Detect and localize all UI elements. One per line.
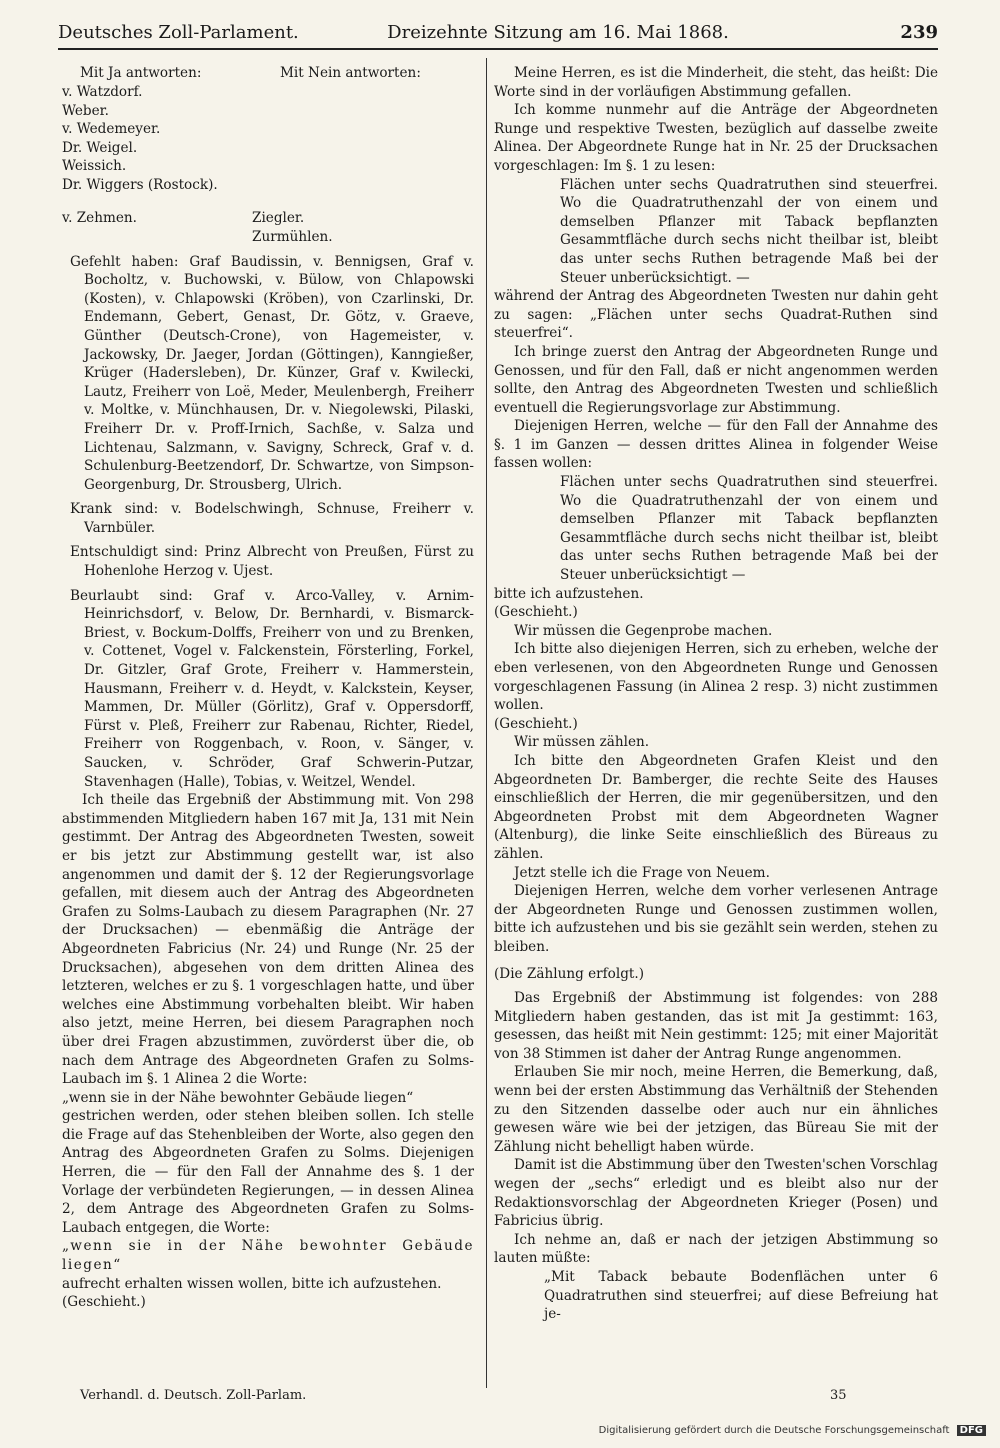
dfg-text: Digitalisierung gefördert durch die Deutsche Forschungsgemeinschaft: [598, 1425, 950, 1436]
header-session: Dreizehnte Sitzung am 16. Mai 1868.: [387, 22, 729, 43]
nein-header: Mit Nein antworten:: [280, 65, 421, 81]
sheet-number: 35: [830, 1388, 847, 1403]
paragraph: Ich bitte also diejenigen Herren, sich zu erheben, welche der eben verlesenen, von den Abgeordneten Runge und Genossen vorgeschlagenen Fassung (in Alinea 2 resp. 3) nicht zustimmen wollen.: [494, 641, 938, 714]
stage-direction: (Geschieht.): [494, 715, 578, 732]
dfg-credit: [599, 1425, 986, 1436]
page-header: [58, 14, 938, 50]
footer-source: Verhandl. d. Deutsch. Zoll-Parlam.: [80, 1388, 307, 1403]
paragraph: Ich nehme an, daß er nach der jetzigen Abstimmung so lauten müßte:: [494, 1231, 938, 1267]
paragraph: Meine Herren, es ist die Minderheit, die steht, das heißt: Die Worte sind in der vorläufigen Abstimmung gefallen.: [494, 65, 938, 100]
gefehlt-list: Gefehlt haben: Graf Baudissin, v. Bennigsen, Graf v. Bocholtz, v. Buchowski, v. Bülow, von Chlapowski (Kosten), v. Chlapowski (Kröben), von Czarlinski, Dr. Endemann, Gebert, Genast, Dr. Götz, v. Graeve, Günther (Deutsch-Crone), von Hagemeister, v. Jackowsky, Dr. Jaeger, Jordan (Göttingen), Kanngießer, Krüger (Hadersleben), Dr. Künzer, Graf v. Kwilecki, Lautz, Freiherr von Loë, Meder, Meulenbergh, Freiherr v. Moltke, v. Münchhausen, Dr. v. Niegolewski, Pilaski, Freiherr Dr. v. Proff-Irnich, Sachße, v. Salza und Lichtenau, Salzmann, v. Savigny, Schreck, Graf v. d. Schulenburg-Beetzendorf, Dr. Schwartze, von Simpson-Georgenburg, Dr. Strousberg, Ulrich.: [70, 253, 474, 493]
list-item: Ziegler.: [252, 209, 305, 226]
paragraph: Wir müssen die Gegenprobe machen.: [514, 622, 773, 639]
list-item: Dr. Weigel.: [62, 139, 138, 156]
header-title: Deutsches Zoll-Parlament.: [58, 22, 299, 43]
paragraph: aufrecht erhalten wissen wollen, bitte ich aufzustehen.: [62, 1275, 442, 1292]
krank-list: Krank sind: v. Bodelschwingh, Schnuse, Freiherr v. Varnbüler.: [70, 501, 474, 536]
list-item: v. Zehmen.: [62, 209, 137, 226]
paragraph: während der Antrag des Abgeordneten Twesten nur dahin geht zu sagen: „Flächen unter sechs Quadrat-Ruthen sind steuerfrei“.: [494, 288, 938, 342]
paragraph: Erlauben Sie mir noch, meine Herren, die Bemerkung, daß, wenn bei der ersten Abstimmung das Verhältniß der Stehenden zu den Sitzenden dasselbe oder auch nur ein ähnliches gewesen wäre wie bei der jetzigen, das Büreau Sie mit der Zählung nicht behelligt haben würde.: [494, 1064, 938, 1155]
quote: „wenn sie in der Nähe bewohnter Gebäude liegen“: [62, 1089, 414, 1106]
paragraph: Ich bitte den Abgeordneten Grafen Kleist und den Abgeordneten Dr. Bamberger, die rechte Seite des Hauses einschließlich der Herren, die mir gegenübersitzen, und den Abgeordneten Probst mit dem Abgeordneten Wagner (Altenburg), die linke Seite einschließlich des Büreaus zu zählen.: [494, 752, 938, 862]
list-item: v. Watzdorf.: [62, 84, 143, 100]
quote: Flächen unter sechs Quadratruthen sind steuerfrei. Wo die Quadratruthenzahl der von einem und demselben Pflanzer mit Taback bepflanzten Gesammtfläche durch sechs nicht theilbar ist, bleibt das unter sechs Ruthen betragende Maß bei der Steuer unberücksichtigt. —: [560, 176, 938, 286]
ja-list: [62, 83, 474, 195]
quote: „wenn sie in der Nähe bewohnter Gebäude liegen“: [62, 1238, 474, 1274]
quote: „Mit Taback bebaute Bodenflächen unter 6 Quadratruthen sind steuerfrei; auf diese Befreiung hat je-: [544, 1269, 938, 1323]
page-number: 239: [900, 22, 938, 43]
paragraph: Ich bringe zuerst den Antrag der Abgeordneten Runge und Genossen, und für den Fall, daß er nicht angenommen werden sollte, den Antrag des Abgeordneten Twesten und schließlich eventuell die Regierungsvorlage zur Abstimmung.: [494, 343, 938, 416]
list-item: v. Wedemeyer.: [62, 121, 161, 138]
beurlaubt-list: Beurlaubt sind: Graf v. Arco-Valley, v. Arnim-Heinrichsdorf, v. Below, Dr. Bernhardi, v. Bismarck-Briest, v. Bockum-Dolffs, Freiherr von und zu Brenken, v. Cottenet, Vogel v. Falckenstein, Försterling, Forkel, Dr. Gitzler, Graf Grote, Freiherr v. Hammerstein, Hausmann, Freiherr v. d. Heydt, v. Kalckstein, Keyser, Mammen, Dr. Müller (Görlitz), Graf v. Oppersdorff, Fürst v. Pleß, Freiherr zur Rabenau, Richter, Riedel, Freiherr von Roggenbach, v. Roon, v. Sänger, v. Saucken, v. Schröder, Graf Schwerin-Putzar, Stavenhagen (Halle), Tobias, v. Weitzel, Wendel.: [70, 587, 474, 790]
stage-direction: (Die Zählung erfolgt.): [494, 965, 644, 982]
vote-headers: [62, 64, 474, 83]
paragraph: Diejenigen Herren, welche dem vorher verlesenen Antrage der Abgeordneten Runge und Genossen zustimmen wollen, bitte ich aufzustehen und bis sie gezählt sein werden, stehen zu bleiben.: [494, 883, 938, 955]
right-column: [494, 64, 938, 1324]
dfg-logo: DFG: [957, 1425, 986, 1436]
stage-direction: (Geschieht.): [62, 1294, 146, 1311]
list-item: Weber.: [62, 102, 109, 119]
paragraph: Ich komme nunmehr auf die Anträge der Abgeordneten Runge und respektive Twesten, bezüglich auf dasselbe zweite Alinea. Der Abgeordnete Runge hat in Nr. 25 der Drucksachen vorgeschlagen: Im §. 1 zu lesen:: [494, 102, 938, 174]
result-paragraph: Ich theile das Ergebniß der Abstimmung mit. Von 298 abstimmenden Mitgliedern haben 167 mit Ja, 131 mit Nein gestimmt. Der Antrag des Abgeordneten Twesten, soweit er bis jetzt zur Abstimmung gestellt war, ist also angenommen und damit der §. 12 der Regierungsvorlage gefallen, mit diesem auch der Antrag des Abgeordneten Grafen zu Solms-Laubach zu diesem Paragraphen (Nr. 27 der Drucksachen) — ebenmäßig die Anträge der Abgeordneten Fabricius (Nr. 24) und Runge (Nr. 25 der Drucksachen), abgesehen von dem dritten Alinea des letzteren, welches er zu §. 1 vorgeschlagen hatte, und über welches eine Abstimmung vorbehalten bleibt. Wir haben also jetzt, meine Herren, bei diesem Paragraphen noch über drei Fragen abzustimmen, zuvörderst über die, ob nach dem Antrage des Abgeordneten Grafen zu Solms-Laubach im §. 1 Alinea 2 die Worte:: [62, 792, 474, 1088]
paragraph: Damit ist die Abstimmung über den Twesten'schen Vorschlag wegen der „sechs“ erledigt und es bleibt also nur der Redaktionsvorschlag der Abgeordneten Krieger (Posen) und Fabricius übrig.: [494, 1157, 938, 1230]
entschuldigt-list: Entschuldigt sind: Prinz Albrecht von Preußen, Fürst zu Hohenlohe Herzog v. Ujest.: [70, 544, 474, 580]
paragraph: Das Ergebniß der Abstimmung ist folgendes: von 288 Mitgliedern haben gestanden, das ist mit Ja gestimmt: 163, gesessen, das heißt mit Nein gestimmt: 125; mit einer Majorität von 38 Stimmen ist daher der Antrag Runge angenommen.: [494, 990, 938, 1062]
paragraph: Wir müssen zählen.: [514, 734, 650, 751]
paragraph: Jetzt stelle ich die Frage von Neuem.: [514, 864, 770, 881]
paragraph: gestrichen werden, oder stehen bleiben sollen. Ich stelle die Frage auf das Stehenbleiben der Worte, also gegen den Antrag des Abgeordneten Grafen zu Solms. Diejenigen Herren, die — für den Fall der Annahme des §. 1 der Vorlage der verbündeten Regierungen, — in dessen Alinea 2, dem Antrage des Abgeordneten Grafen zu Solms-Laubach entgegen, die Worte:: [62, 1108, 474, 1236]
left-column: [62, 64, 474, 1312]
pair-row: [62, 228, 474, 247]
list-item: Zurmühlen.: [252, 228, 333, 245]
paragraph: bitte ich aufzustehen.: [494, 585, 644, 602]
quote: Flächen unter sechs Quadratruthen sind steuerfrei. Wo die Quadratruthenzahl der von einem und demselben Pflanzer mit Taback bepflanzten Gesammtfläche durch sechs nicht theilbar ist, bleibt das unter sechs Ruthen betragende Maß bei der Steuer unberücksichtigt —: [560, 474, 938, 584]
paragraph: Diejenigen Herren, welche — für den Fall der Annahme des §. 1 im Ganzen — dessen drittes Alinea in folgender Weise fassen wollen:: [494, 418, 938, 472]
pair-row: [62, 209, 474, 228]
list-item: Dr. Wiggers (Rostock).: [62, 176, 218, 193]
column-divider: [486, 58, 487, 1388]
stage-direction: (Geschieht.): [494, 604, 578, 621]
list-item: Weissich.: [62, 158, 127, 175]
ja-header: Mit Ja antworten:: [80, 65, 202, 81]
